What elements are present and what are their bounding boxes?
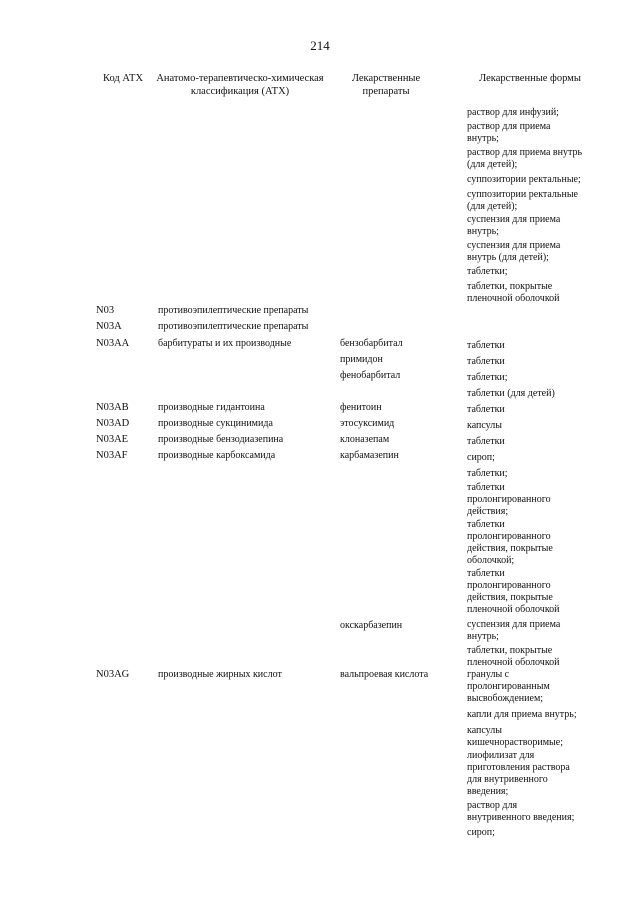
form-line: сироп; (467, 827, 495, 838)
form-line: капли для приема внутрь; (467, 709, 577, 720)
form-line: пролонгированного (467, 531, 551, 542)
atx-code: N03AE (96, 434, 129, 445)
form-line: таблетки (467, 568, 505, 579)
atx-classification: производные гидантоина (158, 402, 265, 413)
header-code: Код АТХ (102, 73, 144, 84)
form-line: суспензия для приема (467, 240, 561, 251)
form-line: капсулы (467, 725, 502, 736)
form-line: таблетки (467, 356, 505, 367)
form-line: гранулы с (467, 669, 510, 680)
atx-classification: производные жирных кислот (158, 669, 282, 680)
header-classification: Анатомо-терапевтическо-химическая классификация (АТХ) (156, 73, 324, 97)
drug-name: окскарбазепин (340, 620, 403, 631)
form-line: действия, покрытые (467, 592, 553, 603)
atx-code: N03AA (96, 338, 130, 349)
atx-classification: противоэпилептические препараты (158, 305, 309, 316)
form-line: действия; (467, 506, 509, 517)
form-line: суспензия для приема (467, 619, 561, 630)
form-line: (для детей); (467, 201, 518, 212)
form-line: таблетки (467, 340, 505, 351)
form-line: суппозитории ректальные; (467, 174, 581, 185)
form-line: введения; (467, 786, 509, 797)
form-line: суспензия для приема (467, 214, 561, 225)
form-line: пролонгированного (467, 494, 551, 505)
form-line: действия, покрытые (467, 543, 553, 554)
form-line: таблетки; (467, 468, 508, 479)
form-line: (для детей); (467, 159, 518, 170)
header-drugs: Лекарственные препараты (351, 73, 421, 97)
form-line: таблетки; (467, 372, 508, 383)
form-line: внутрь; (467, 133, 499, 144)
form-line: пленочной оболочкой (467, 657, 560, 668)
drug-name: фенитоин (340, 402, 382, 413)
drug-name: примидон (340, 354, 383, 365)
atx-code: N03AB (96, 402, 129, 413)
drug-name: этосуксимид (340, 418, 395, 429)
form-line: пролонгированного (467, 580, 551, 591)
form-line: лиофилизат для (467, 750, 535, 761)
atx-code: N03 (96, 305, 115, 316)
form-line: раствор для (467, 800, 518, 811)
form-line: таблетки (для детей) (467, 388, 555, 399)
form-line: таблетки (467, 482, 505, 493)
drug-name: фенобарбитал (340, 370, 401, 381)
form-line: пленочной оболочкой (467, 604, 560, 615)
form-line: внутрь; (467, 226, 499, 237)
drug-name: клоназепам (340, 434, 390, 445)
header-forms: Лекарственные формы (479, 73, 581, 84)
form-line: таблетки (467, 436, 505, 447)
form-line: внутрь (для детей); (467, 252, 549, 263)
form-line: раствор для инфузий; (467, 107, 559, 118)
form-line: раствор для приема внутрь (467, 147, 583, 158)
form-line: таблетки, покрытые (467, 281, 553, 292)
drug-name: карбамазепин (340, 450, 399, 461)
drug-name: вальпроевая кислота (340, 669, 429, 680)
atx-code: N03AG (96, 669, 130, 680)
atx-classification: производные сукцинимида (158, 418, 273, 429)
form-line: внутривенного введения; (467, 812, 575, 823)
form-line: высвобождением; (467, 693, 544, 704)
atx-classification: противоэпилептические препараты (158, 321, 309, 332)
atx-code: N03AF (96, 450, 128, 461)
atx-classification: барбитураты и их производные (158, 338, 292, 349)
drug-name: бензобарбитал (340, 338, 403, 349)
form-line: таблетки, покрытые (467, 645, 553, 656)
form-line: пленочной оболочкой (467, 293, 560, 304)
form-line: сироп; (467, 452, 495, 463)
form-line: кишечнорастворимые; (467, 737, 563, 748)
form-line: капсулы (467, 420, 502, 431)
form-line: таблетки; (467, 266, 508, 277)
form-line: раствор для приема (467, 121, 551, 132)
page-number: 214 (310, 38, 330, 53)
atx-classification: производные карбоксамида (158, 450, 276, 461)
atx-code: N03AD (96, 418, 130, 429)
form-line: суппозитории ректальные (467, 189, 578, 200)
atx-code: N03A (96, 321, 122, 332)
atx-classification: производные бензодиазепина (158, 434, 284, 445)
form-line: внутрь; (467, 631, 499, 642)
form-line: приготовления раствора (467, 762, 570, 773)
form-line: таблетки (467, 519, 505, 530)
form-line: для внутривенного (467, 774, 548, 785)
form-line: оболочкой; (467, 555, 515, 566)
form-line: пролонгированным (467, 681, 550, 692)
form-line: таблетки (467, 404, 505, 415)
